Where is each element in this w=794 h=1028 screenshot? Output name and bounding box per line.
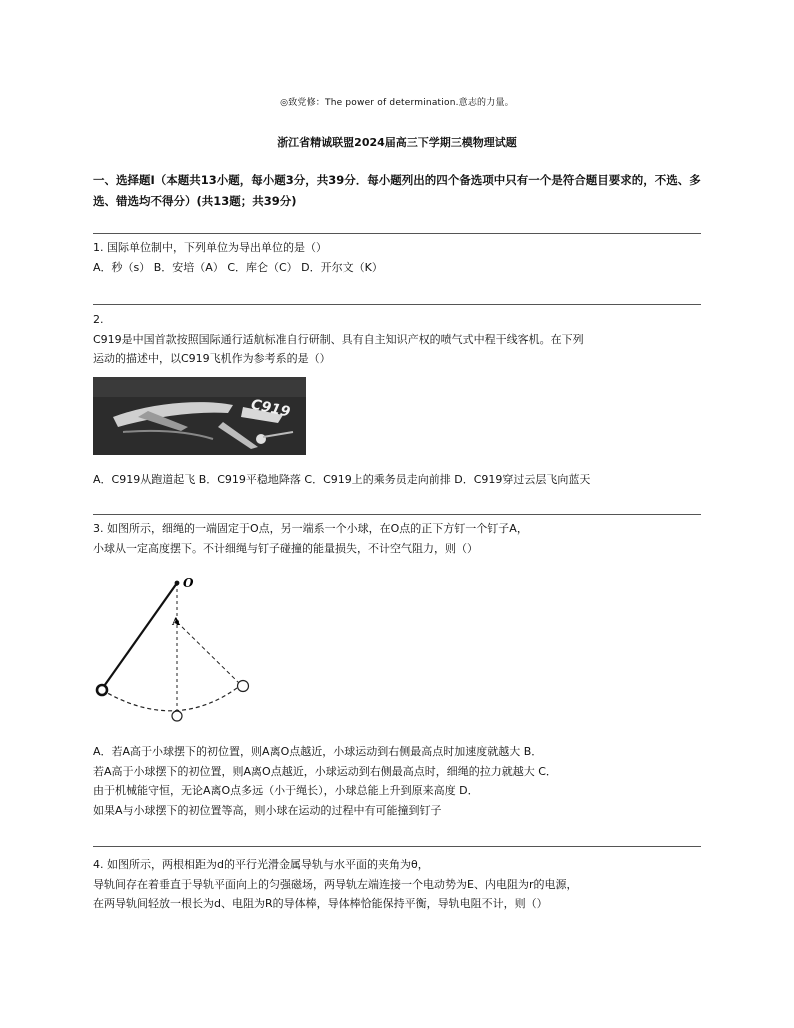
aircraft-photo: [93, 377, 306, 455]
pendulum-figure: [93, 572, 273, 727]
question-options: A．秒（s） B．安培（A） C．库仑（C） D．开尔文（K）: [93, 260, 383, 274]
aircraft-marking: C919: [249, 396, 292, 421]
ball-trajectory: [102, 685, 241, 711]
paper-title: 浙江省精诚联盟2024届高三下学期三模物理试题: [277, 136, 517, 149]
question-stem: 3. 如图所示，细绳的一端固定于O点，另一端系一个小球，在O点的正下方钉一个钉子A，: [93, 522, 528, 535]
option-line: A．若A高于小球摆下的初位置，则A离O点越近，小球运动到右侧最高点时加速度就越大 B．: [93, 745, 543, 758]
divider: [93, 846, 701, 847]
ball-end: [238, 681, 249, 692]
pivot-point: [175, 581, 180, 586]
divider: [93, 304, 701, 305]
question-stem: 1. 国际单位制中，下列单位为导出单位的是（）: [93, 241, 327, 254]
question-1: [93, 238, 705, 277]
question-stem: 4. 如图所示，两根相距为d的平行光滑金属导轨与水平面的夹角为θ，: [93, 858, 429, 871]
question-2-options: A．C919从跑道起飞 B．C919平稳地降落 C．C919上的乘务员走向前排 D．C919穿过云层飞向蓝天: [93, 473, 591, 486]
divider: [93, 514, 701, 515]
question-3-options: [93, 742, 705, 820]
question-stem: 导轨间存在着垂直于导轨平面向上的匀强磁场，两导轨左端连接一个电动势为E、内电阻为r的电源，: [93, 877, 578, 891]
ball-start: [97, 685, 107, 695]
ball-bottom: [172, 711, 182, 721]
option-line: 由于机械能守恒，无论A离O点多远（小于绳长），小球总能上升到原来高度 D．: [93, 784, 479, 797]
question-stem: 在两导轨间轻放一根长为d、电阻为R的导体棒，导体棒恰能保持平衡，导轨电阻不计，则（）: [93, 897, 548, 910]
question-2: [93, 310, 705, 369]
string-around-nail: [177, 622, 241, 685]
option-line: 如果A与小球摆下的初位置等高，则小球在运动的过程中有可能撞到钉子: [93, 803, 442, 817]
question-stem: 运动的描述中，以C919飞机作为参考系的是（）: [93, 352, 331, 365]
label-a: A: [172, 617, 180, 628]
question-4: [93, 855, 705, 914]
pendulum-diagram: [93, 572, 273, 727]
motto: ◎致党修：The power of determination.意志的力量。: [280, 98, 514, 108]
question-3: [93, 519, 705, 558]
divider: [93, 233, 701, 234]
aircraft-illustration: [93, 377, 306, 455]
question-stem: C919是中国首款按照国际通行适航标准自行研制、具有自主知识产权的喷气式中程干线客机。在下列: [93, 332, 584, 346]
pendulum-string: [102, 583, 177, 689]
section-heading: 一、选择题Ⅰ（本题共13小题，每小题3分，共39分．每小题列出的四个备选项中只有一个是符合题目要求的，不选、多选、错选均不得分）(共13题；共39分): [93, 173, 701, 208]
label-o: O: [183, 576, 194, 590]
question-number: 2.: [93, 313, 104, 326]
option-line: 若A高于小球摆下的初位置，则A离O点越近，小球运动到右侧最高点时，细绳的拉力就越大 C．: [93, 764, 557, 778]
question-stem: 小球从一定高度摆下。不计细绳与钉子碰撞的能量损失，不计空气阻力，则（）: [93, 541, 478, 555]
